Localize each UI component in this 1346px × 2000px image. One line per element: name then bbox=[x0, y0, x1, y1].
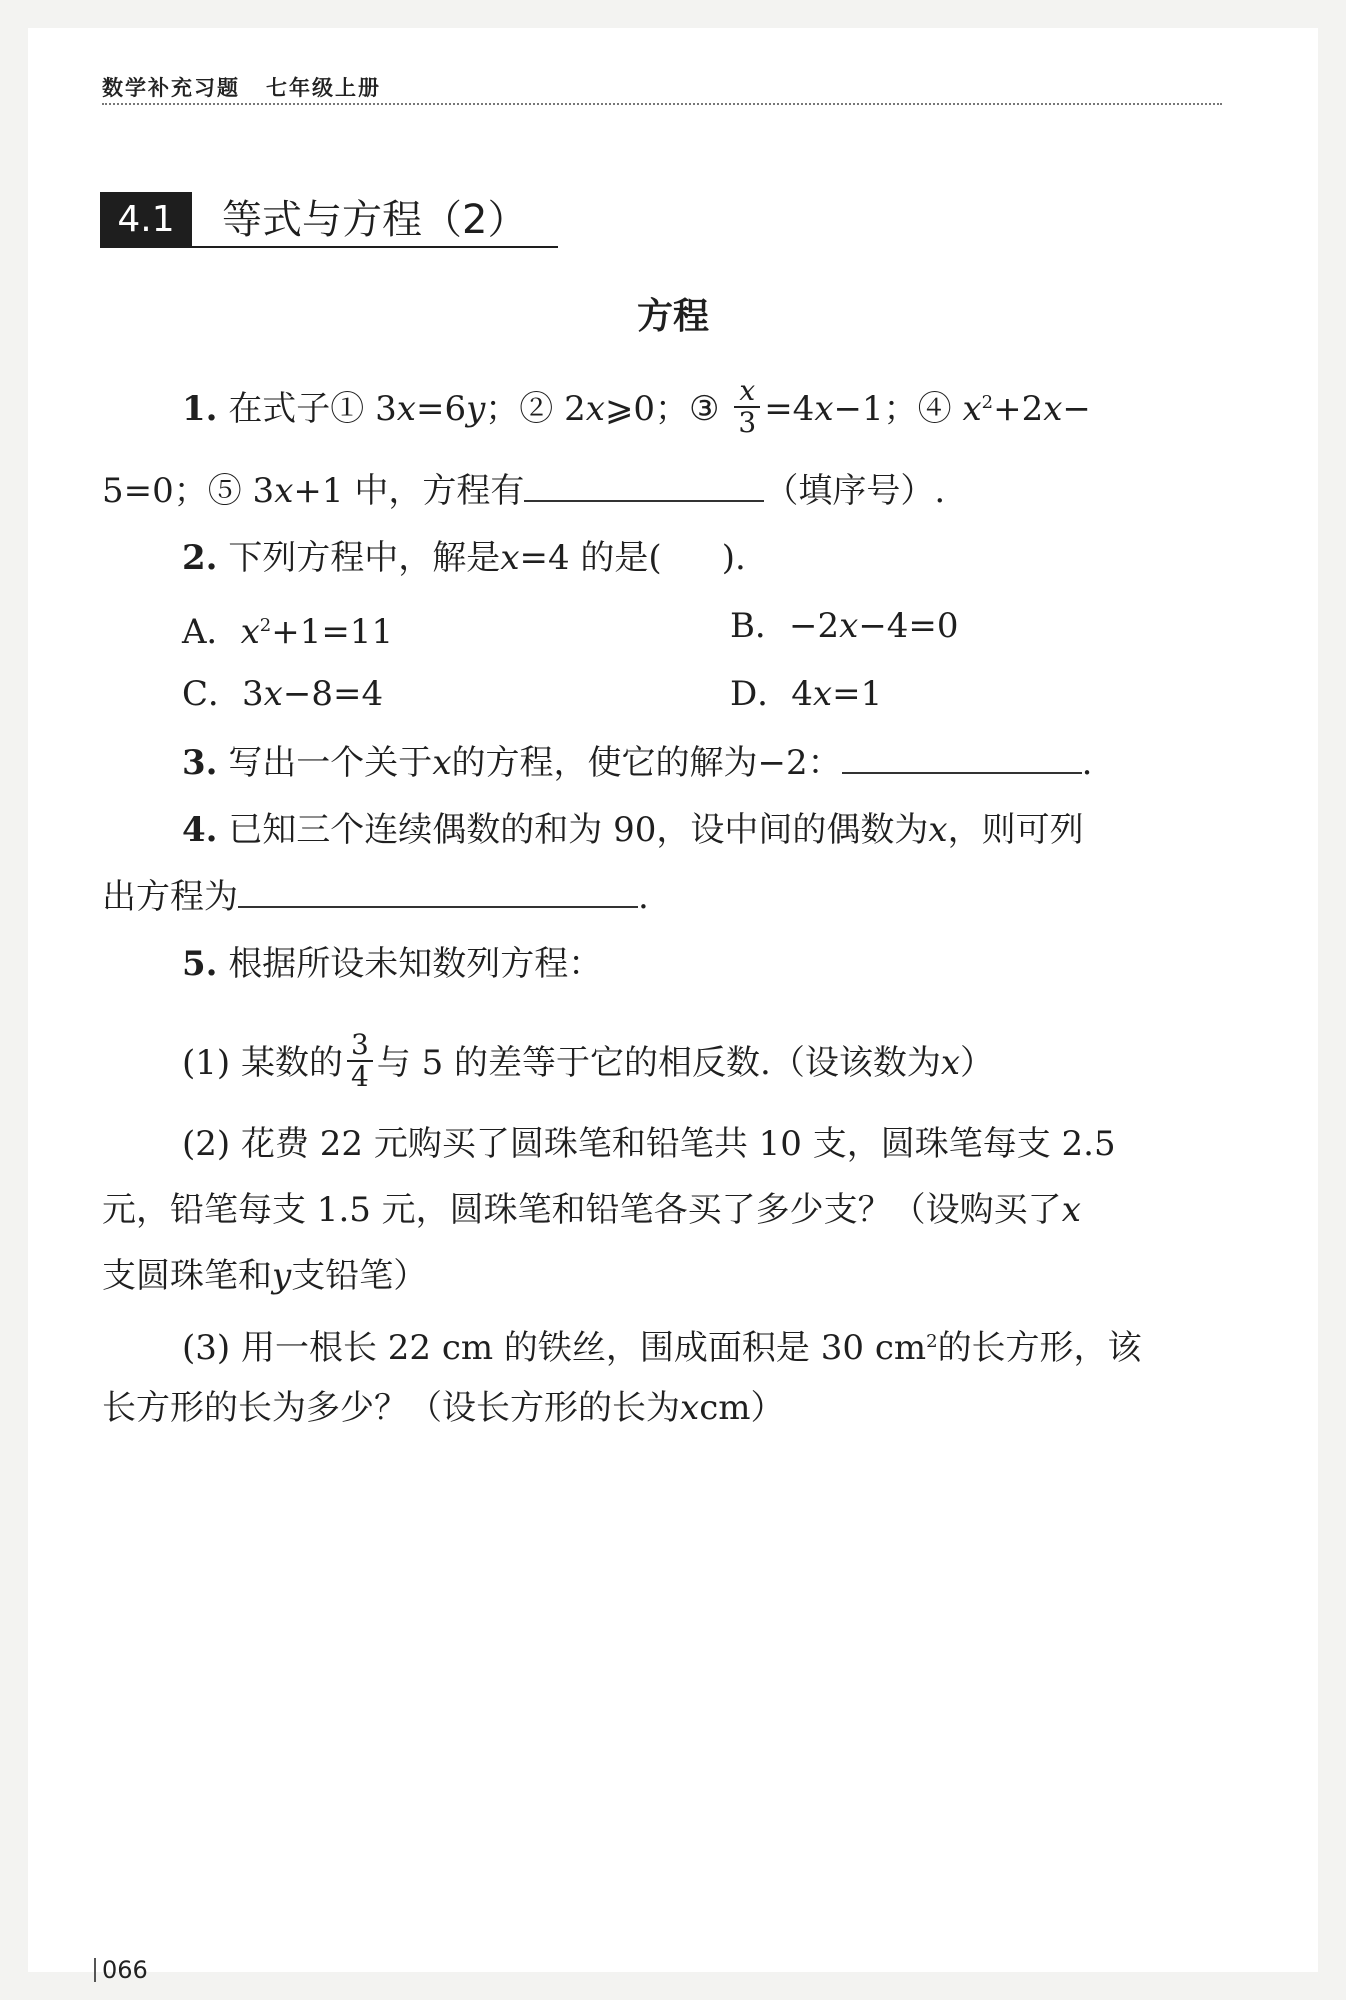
question-4-line-1: 4. 已知三个连续偶数的和为 90，设中间的偶数为x，则可列 bbox=[182, 810, 1084, 850]
option-c[interactable]: C．3x−8=4 bbox=[182, 674, 384, 714]
running-header bbox=[102, 72, 381, 102]
section-number: 4.1 bbox=[100, 192, 192, 248]
question-3: 3. 写出一个关于x的方程，使它的解为−2： . bbox=[182, 743, 1093, 783]
page-number: 066 bbox=[94, 1956, 148, 1984]
section-title: 等式与方程（2） bbox=[222, 197, 528, 243]
question-5-part-2-line-1: (2) 花费 22 元购买了圆珠笔和铅笔共 10 支，圆珠笔每支 2.5 bbox=[182, 1124, 1116, 1164]
answer-blank[interactable] bbox=[238, 876, 638, 908]
question-5-part-3-line-1: (3) 用一根长 22 cm 的铁丝，围成面积是 30 $cm^2$的长方形，该 bbox=[182, 1328, 1142, 1368]
question-5-part-1: (1) 某数的 $\frac{3}{4}$ 与 5 的差等于它的相反数.（设该数为x） bbox=[182, 1028, 995, 1093]
book-title: 数学补充习题 bbox=[102, 76, 240, 100]
question-number: 2. bbox=[182, 538, 218, 578]
option-b[interactable]: B．−2x−4=0 bbox=[730, 606, 959, 646]
question-5-stem: 5. 根据所设未知数列方程： bbox=[182, 944, 603, 984]
option-d[interactable]: D．4x=1 bbox=[730, 674, 883, 714]
question-5-part-2-line-2: 元，铅笔每支 1.5 元，圆珠笔和铅笔各买了多少支？（设购买了x bbox=[102, 1190, 1081, 1230]
question-number: 5. bbox=[182, 944, 218, 984]
question-1-line-2: 5=0；⑤ 3x+1 中，方程有 （填序号）. bbox=[102, 471, 946, 511]
answer-blank[interactable] bbox=[524, 470, 764, 502]
question-2-stem: 2. 下列方程中，解是x=4 的是( ). bbox=[182, 538, 746, 578]
question-5-part-2-line-3: 支圆珠笔和y支铅笔） bbox=[102, 1256, 428, 1296]
fraction-x-over-3: $\frac{x}{3}$ bbox=[734, 376, 760, 438]
question-5-part-3-line-2: 长方形的长为多少？（设长方形的长为xcm） bbox=[102, 1388, 785, 1428]
fraction-3-over-4: $\frac{3}{4}$ bbox=[347, 1030, 373, 1092]
section-underline bbox=[100, 246, 558, 248]
answer-blank[interactable] bbox=[842, 742, 1082, 774]
question-number: 3. bbox=[182, 743, 218, 783]
question-4-line-2: 出方程为 . bbox=[102, 877, 649, 917]
option-a[interactable]: A．$x^2+1=11$ bbox=[182, 612, 394, 652]
question-number: 4. bbox=[182, 810, 218, 850]
question-number: 1. bbox=[182, 389, 218, 429]
topic-subtitle: 方程 bbox=[636, 296, 709, 337]
header-divider bbox=[102, 103, 1222, 105]
grade-label: 七年级上册 bbox=[266, 76, 381, 100]
question-1-line-1: 1. 在式子① 3x=6y；② 2x⩾0；③ $\frac{x}{3}$ =4x−1；④ $x^2+2x-$ bbox=[182, 374, 1091, 439]
page-number-marker bbox=[94, 1958, 96, 1982]
